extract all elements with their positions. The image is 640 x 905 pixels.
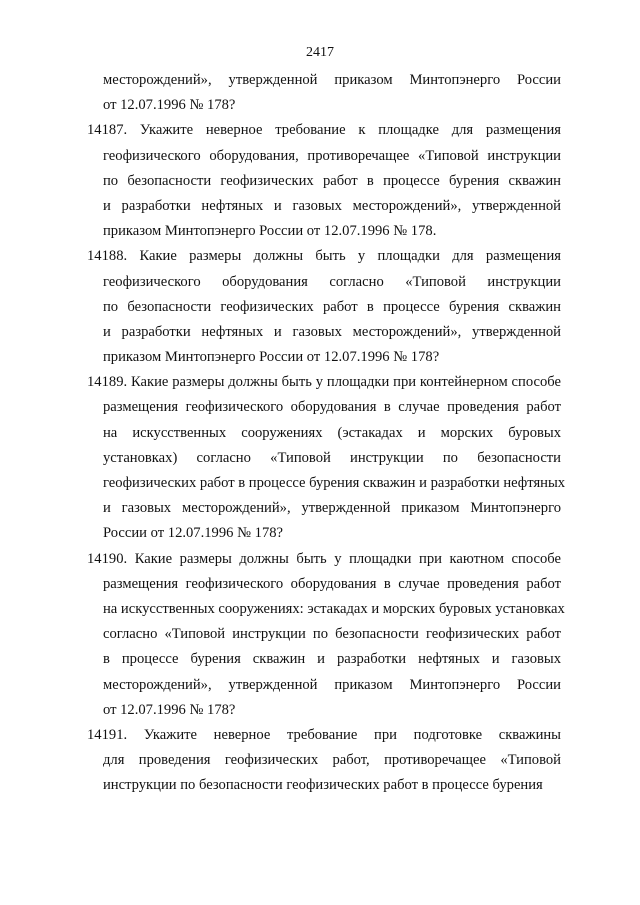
- line-text: приказом Минтопэнерго России от 12.07.1996 № 178.: [103, 223, 437, 240]
- question-number: 14189.: [87, 374, 128, 391]
- line-text: на искусственных сооружениях: эстакадах и морских буровых установках: [103, 600, 565, 617]
- text-line: [80, 597, 565, 622]
- line-text: размещения геофизического оборудования в случае проведения работ: [103, 399, 561, 416]
- line-text: от 12.07.1996 № 178?: [103, 97, 236, 114]
- text-line: [80, 773, 561, 798]
- line-text: месторождений», утвержденной приказом Минтопэнерго России: [103, 72, 561, 88]
- question-number: 14188.: [87, 248, 128, 265]
- line-text: Какие размеры должны быть у площадки при контейнерном способе: [131, 374, 561, 391]
- line-text: по безопасности геофизических работ в процессе бурения скважин: [103, 172, 561, 189]
- line-text: на искусственных сооружениях (эстакадах и морских буровых: [103, 424, 561, 441]
- line-text: по безопасности геофизических работ в процессе бурения скважин: [103, 298, 561, 315]
- text-line: [80, 547, 561, 572]
- text-line: [80, 93, 561, 118]
- question-paragraph: [80, 370, 566, 546]
- line-text: установках) согласно «Типовой инструкции по безопасности: [103, 449, 561, 466]
- text-line: [80, 118, 561, 143]
- text-line: [80, 647, 561, 672]
- text-line: [80, 673, 561, 698]
- text-line: [80, 622, 561, 647]
- line-text: России от 12.07.1996 № 178?: [103, 525, 284, 542]
- line-text: для проведения геофизических работ, противоречащее «Типовой: [103, 752, 561, 769]
- text-line: [80, 748, 561, 773]
- document-body: [80, 68, 566, 798]
- line-text: Какие размеры должны быть у площадки для размещения: [139, 248, 561, 265]
- text-line: [80, 219, 561, 244]
- text-line: [80, 295, 561, 320]
- question-paragraph: [80, 118, 561, 244]
- question-number: 14187.: [87, 122, 128, 139]
- line-text: и газовых месторождений», утвержденной приказом Минтопэнерго: [103, 500, 561, 517]
- text-line: [80, 521, 561, 546]
- line-text: и разработки нефтяных и газовых месторождений», утвержденной: [103, 197, 561, 214]
- question-paragraph: [80, 723, 561, 799]
- text-line: [80, 194, 561, 219]
- text-line: [80, 572, 561, 597]
- text-line: [80, 471, 566, 496]
- text-line: [80, 144, 561, 169]
- line-text: в процессе бурения скважин и разработки нефтяных и газовых: [103, 651, 561, 668]
- text-line: [80, 169, 561, 194]
- question-number: 14191.: [87, 726, 128, 743]
- text-line: [80, 395, 561, 420]
- text-line: [80, 446, 561, 471]
- line-text: месторождений», утвержденной приказом Минтопэнерго России: [103, 676, 561, 693]
- line-text: инструкции по безопасности геофизических работ в процессе бурения: [103, 777, 543, 794]
- text-line: [80, 496, 561, 521]
- text-line: [80, 698, 561, 723]
- question-paragraph: [80, 68, 561, 118]
- line-text: Укажите неверное требование к площадке для размещения: [139, 122, 561, 139]
- question-paragraph: [80, 244, 561, 370]
- text-line: [80, 68, 561, 93]
- line-text: согласно «Типовой инструкции по безопасности геофизических работ: [103, 626, 561, 643]
- line-text: геофизических работ в процессе бурения скважин и разработки нефтяных: [103, 475, 566, 491]
- question-number: 14190.: [87, 550, 128, 567]
- text-line: [80, 370, 561, 395]
- line-text: и разработки нефтяных и газовых месторождений», утвержденной: [103, 323, 561, 340]
- text-line: [80, 270, 561, 295]
- line-text: Какие размеры должны быть у площадки при каютном способе: [134, 550, 561, 567]
- text-line: [80, 421, 561, 446]
- line-text: приказом Минтопэнерго России от 12.07.1996 № 178?: [103, 349, 440, 366]
- page-number: 2417: [306, 45, 334, 60]
- line-text: геофизического оборудования, противоречащее «Типовой инструкции: [103, 147, 561, 164]
- text-line: [80, 345, 561, 370]
- text-line: [80, 244, 561, 269]
- question-paragraph: [80, 547, 565, 723]
- text-line: [80, 723, 561, 748]
- line-text: от 12.07.1996 № 178?: [103, 701, 236, 718]
- line-text: Укажите неверное требование при подготовке скважины: [143, 726, 561, 743]
- line-text: размещения геофизического оборудования в случае проведения работ: [103, 575, 561, 592]
- line-text: геофизического оборудования согласно «Типовой инструкции: [103, 273, 561, 290]
- text-line: [80, 320, 561, 345]
